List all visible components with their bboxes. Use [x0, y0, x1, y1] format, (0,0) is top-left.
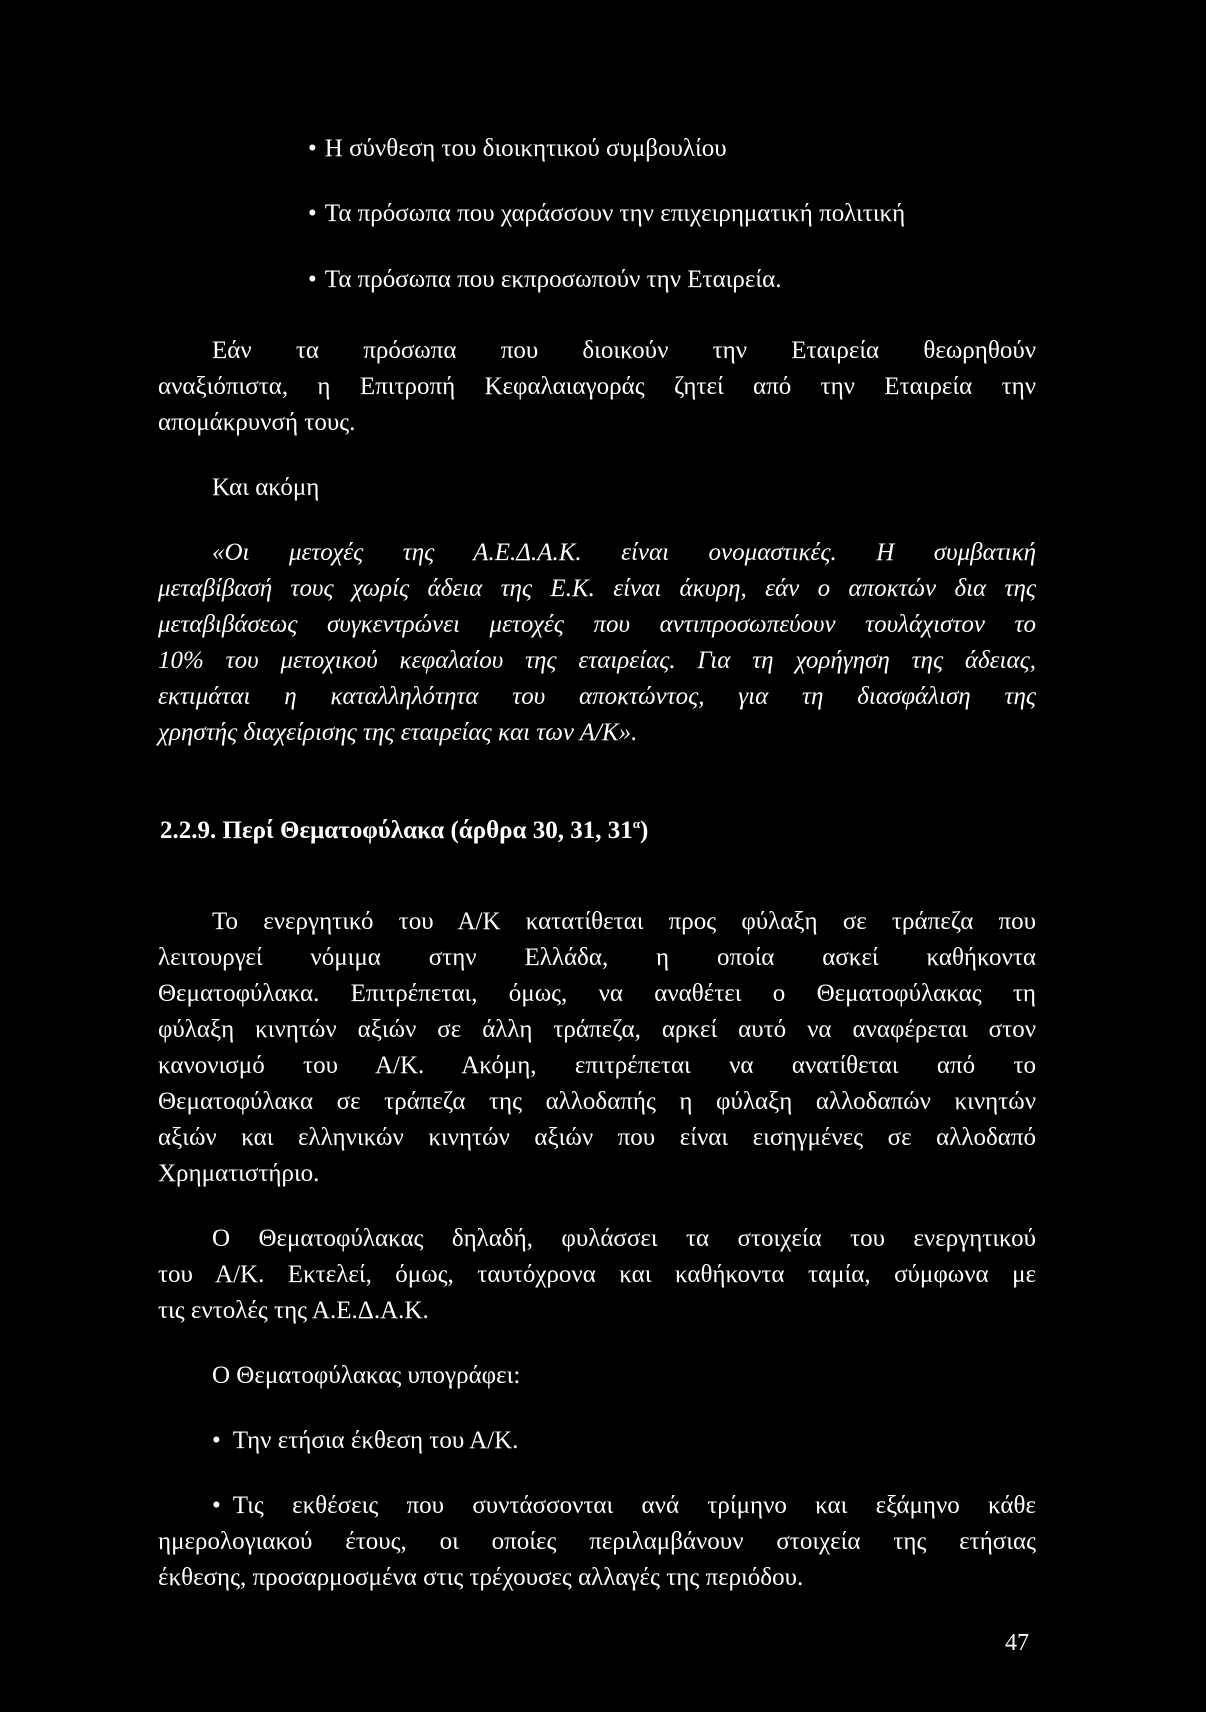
- quote-line: 10% του μετοχικού κεφαλαίου της εταιρείας. Για τη χορήγηση της άδειας,: [158, 647, 1036, 674]
- section-heading: [160, 808, 648, 847]
- quote-line: εκτιμάται η καταλληλότητα του αποκτώντος, για τη διασφάλιση της: [158, 683, 1036, 710]
- paragraph-line: τις εντολές της Α.Ε.Δ.Α.Κ.: [158, 1297, 429, 1324]
- paragraph-line: αναξιόπιστα, η Επιτροπή Κεφαλαιαγοράς ζητεί από την Εταιρεία την: [158, 373, 1036, 400]
- quote-line: μεταβίβασή τους χωρίς άδεια της Ε.Κ. είναι άκυρη, εάν ο αποκτών δια της: [158, 575, 1036, 602]
- bullet-item: • Την ετήσια έκθεση του Α/Κ.: [212, 1425, 518, 1457]
- section-heading-text: 2.2.9. Περί Θεματοφύλακα (άρθρα 30, 31, 31: [160, 817, 633, 844]
- paragraph-line: Το ενεργητικό του Α/Κ κατατίθεται προς φύλαξη σε τράπεζα που: [212, 908, 1036, 935]
- paragraph-line: Εάν τα πρόσωπα που διοικούν την Εταιρεία θεωρηθούν: [212, 337, 1036, 364]
- paragraph-line: απομάκρυνσή τους.: [158, 409, 356, 436]
- paragraph-line: Χρηματιστήριο.: [158, 1160, 320, 1187]
- quote-line: «Οι μετοχές της Α.Ε.Δ.Α.Κ. είναι ονομαστικές. Η συμβατική: [212, 539, 1036, 566]
- bullet-item: • Η σύνθεση του διοικητικού συμβουλίου: [308, 133, 727, 165]
- paragraph-line: φύλαξη κινητών αξιών σε άλλη τράπεζα, αρκεί αυτό να αναφέρεται στον: [158, 1016, 1036, 1043]
- kai-akomi-text: Και ακόμη: [212, 474, 320, 501]
- paragraph-line: Θεματοφύλακα σε τράπεζα της αλλοδαπής η φύλαξη αλλοδαπών κινητών: [158, 1088, 1036, 1115]
- section-heading-close: ): [640, 817, 649, 844]
- signs-intro: Ο Θεματοφύλακας υπογράφει:: [212, 1362, 521, 1389]
- paragraph-line: έκθεσης, προσαρμοσμένα στις τρέχουσες αλλαγές της περιόδου.: [158, 1564, 804, 1591]
- paragraph-line: του Α/Κ. Εκτελεί, όμως, ταυτόχρονα και καθήκοντα ταμία, σύμφωνα με: [158, 1261, 1036, 1288]
- section-heading-sup: α: [632, 816, 641, 831]
- paragraph-line: λειτουργεί νόμιμα στην Ελλάδα, η οποία ασκεί καθήκοντα: [158, 944, 1036, 971]
- bullet-item: • Τα πρόσωπα που χαράσσουν την επιχειρηματική πολιτική: [308, 198, 905, 230]
- paragraph-line: Θεματοφύλακα. Επιτρέπεται, όμως, να αναθέτει ο Θεματοφύλακας τη: [158, 980, 1036, 1007]
- page-number: 47: [1005, 1630, 1029, 1656]
- bullet-item: • Τα πρόσωπα που εκπροσωπούν την Εταιρεία.: [308, 264, 781, 296]
- paragraph-line: ημερολογιακού έτους, οι οποίες περιλαμβάνουν στοιχεία της ετήσιας: [158, 1528, 1036, 1555]
- paragraph-line: αξιών και ελληνικών κινητών αξιών που είναι εισηγμένες σε αλλοδαπό: [158, 1124, 1036, 1151]
- quote-line: χρηστής διαχείρισης της εταιρείας και των Α/Κ».: [158, 719, 638, 746]
- bullet-item: • Τις εκθέσεις που συντάσσονται ανά τρίμηνο και εξάμηνο κάθε: [212, 1490, 1036, 1522]
- paragraph-line: κανονισμό του Α/Κ. Ακόμη, επιτρέπεται να ανατίθεται από το: [158, 1052, 1036, 1079]
- paragraph-line: Ο Θεματοφύλακας δηλαδή, φυλάσσει τα στοιχεία του ενεργητικού: [212, 1225, 1036, 1252]
- quote-line: μεταβιβάσεως συγκεντρώνει μετοχές που αντιπροσωπεύουν τουλάχιστον το: [158, 611, 1036, 638]
